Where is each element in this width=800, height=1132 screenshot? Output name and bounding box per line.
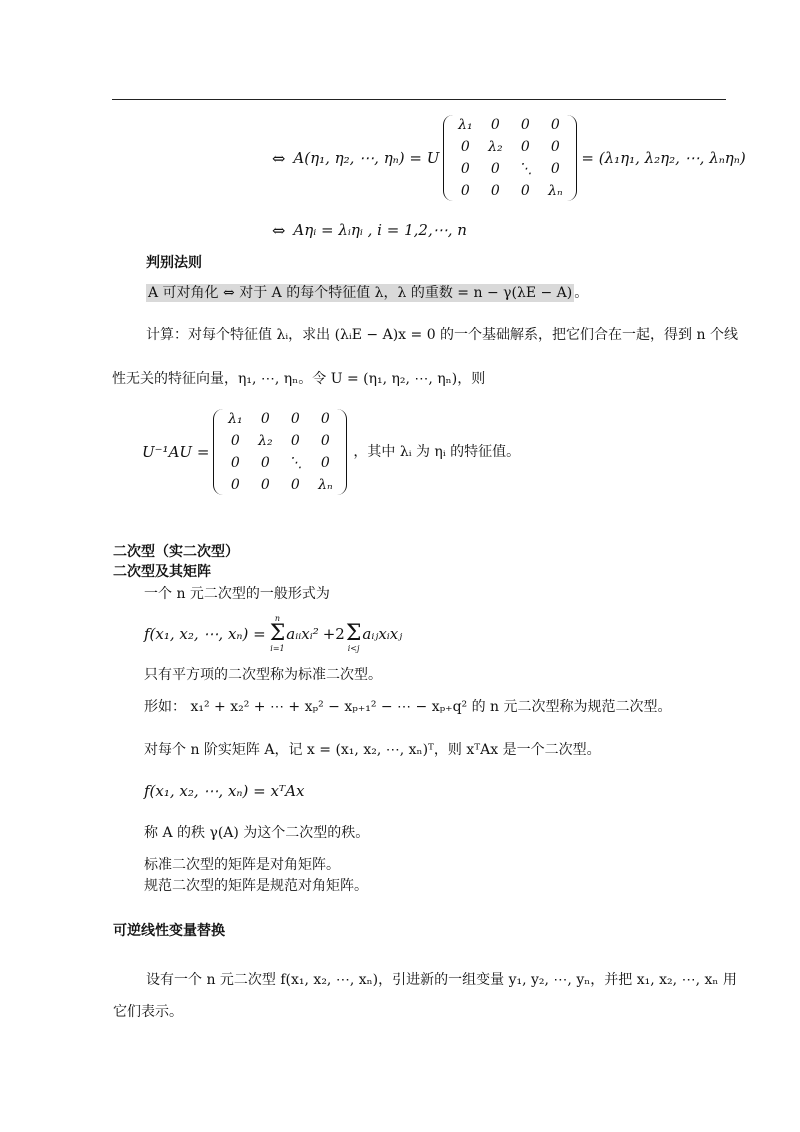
- matrix-entry: 0: [290, 477, 300, 493]
- standard-form-definition: 只有平方项的二次型称为标准二次型。: [144, 667, 382, 683]
- header-rule: [112, 99, 726, 100]
- subsection-title-matrix: 二次型及其矩阵: [113, 564, 211, 580]
- cross-coefficient: +2: [322, 625, 345, 643]
- cross-terms: aᵢⱼxᵢxⱼ: [362, 625, 403, 643]
- matrix-entry: 0: [320, 433, 330, 449]
- quadratic-general-form: [144, 612, 402, 656]
- matrix-entry: 0: [260, 455, 270, 471]
- diagonal-equation: [272, 110, 746, 206]
- eigen-relation: Aηᵢ = λᵢηᵢ , i = 1,2,⋯, n: [293, 221, 467, 239]
- diagonalization-equation: [142, 404, 520, 500]
- similarity-lhs: U⁻¹AU =: [142, 443, 210, 461]
- eigenvalue-note: ，其中 λᵢ 为 ηᵢ 的特征值。: [353, 444, 521, 460]
- rank-definition: 称 A 的秩 γ(A) 为这个二次型的秩。: [144, 825, 370, 841]
- matrix-entry: 0: [230, 477, 240, 493]
- matrix-form-definition: 对每个 n 阶实矩阵 A，记 x = (x₁, x₂, ⋯, xₙ)ᵀ，则 xᵀAx 是一个二次型。: [144, 742, 601, 758]
- matrix-entry: 0: [290, 433, 300, 449]
- matrix-entry: λ₂: [488, 139, 503, 155]
- canonical-matrix-note: 规范二次型的矩阵是规范对角矩阵。: [144, 878, 368, 894]
- matrix-entry: 0: [460, 139, 470, 155]
- matrix-entry: λ₁: [458, 117, 473, 133]
- matrix-entry: 0: [520, 117, 530, 133]
- matrix-entry: 0: [320, 455, 330, 471]
- matrix-entry: 0: [490, 161, 500, 177]
- standard-matrix-note: 标准二次型的矩阵是对角矩阵。: [144, 857, 340, 873]
- matrix-entry: 0: [550, 161, 560, 177]
- criterion-heading: 判别法则: [146, 255, 202, 271]
- substitution-line-2: 它们表示。: [113, 1004, 183, 1020]
- section-title-quadratic: 二次型（实二次型）: [113, 544, 239, 560]
- matrix-entry: ⋱: [518, 161, 533, 177]
- matrix-entry: 0: [260, 411, 270, 427]
- sum-symbol-2: Σ i<j: [345, 621, 362, 653]
- matrix-entry: 0: [320, 411, 330, 427]
- sum-lower-limit: i=1: [270, 644, 285, 653]
- section-title-substitution: 可逆线性变量替换: [113, 923, 225, 939]
- matrix-entry: 0: [490, 117, 500, 133]
- matrix-entry: λ₁: [228, 411, 243, 427]
- compute-line-1: 计算：对每个特征值 λᵢ，求出 (λᵢE − A)x = 0 的一个基础解系，把它们合在一起，得到 n 个线: [146, 327, 738, 343]
- criterion-highlight: A 可对角化 ⇔ 对于 A 的每个特征值 λ，λ 的重数 = n − γ(λE − A): [148, 285, 573, 301]
- substitution-line-1: 设有一个 n 元二次型 f(x₁, x₂, ⋯, xₙ)，引进新的一组变量 y₁, y₂, ⋯, yₙ，并把 x₁, x₂, ⋯, xₙ 用: [146, 972, 737, 988]
- matrix-entry: λₙ: [318, 477, 333, 493]
- equation-lhs: A(η₁, η₂, ⋯, ηₙ) = U: [293, 149, 440, 167]
- diagonal-matrix: [443, 115, 577, 201]
- matrix-entry: λ₂: [258, 433, 273, 449]
- matrix-entry: 0: [460, 161, 470, 177]
- matrix-entry: 0: [260, 477, 270, 493]
- compute-line-2: 性无关的特征向量，η₁, ⋯, ηₙ。令 U = (η₁, η₂, ⋯, ηₙ)，则: [112, 371, 486, 387]
- matrix-entry: 0: [490, 183, 500, 199]
- quadratic-intro: 一个 n 元二次型的一般形式为: [144, 586, 330, 602]
- iff-symbol: ⇔: [272, 148, 286, 168]
- criterion-period: 。: [574, 285, 589, 301]
- matrix-entry: 0: [520, 139, 530, 155]
- general-form-lhs: f(x₁, x₂, ⋯, xₙ) =: [144, 625, 266, 643]
- matrix-entry: 0: [550, 117, 560, 133]
- sum-lower-limit: i<j: [347, 644, 360, 653]
- sum-symbol-1: n Σ i=1: [269, 614, 286, 653]
- equation-rhs: = (λ₁η₁, λ₂η₂, ⋯, λₙηₙ): [581, 149, 746, 167]
- matrix-entry: 0: [460, 183, 470, 199]
- canonical-form-definition: 形如： x₁² + x₂² + ⋯ + xₚ² − xₚ₊₁² − ⋯ − xₚ₊q² 的 n 元二次型称为规范二次型。: [144, 699, 672, 715]
- matrix-entry: λₙ: [548, 183, 563, 199]
- matrix-entry: 0: [230, 455, 240, 471]
- iff-symbol: ⇔: [272, 220, 286, 240]
- matrix-entry: ⋱: [288, 455, 303, 471]
- matrix-entry: 0: [550, 139, 560, 155]
- diagonal-terms: aᵢᵢxᵢ²: [286, 625, 319, 643]
- matrix-form-formula: f(x₁, x₂, ⋯, xₙ) = xᵀAx: [144, 782, 305, 800]
- eigen-equation: [272, 220, 467, 240]
- matrix-entry: 0: [290, 411, 300, 427]
- sum-upper-limit: n: [274, 614, 281, 623]
- criterion-statement: [146, 284, 588, 302]
- matrix-entry: 0: [230, 433, 240, 449]
- eigenvalue-matrix: [213, 409, 347, 495]
- matrix-entry: 0: [520, 183, 530, 199]
